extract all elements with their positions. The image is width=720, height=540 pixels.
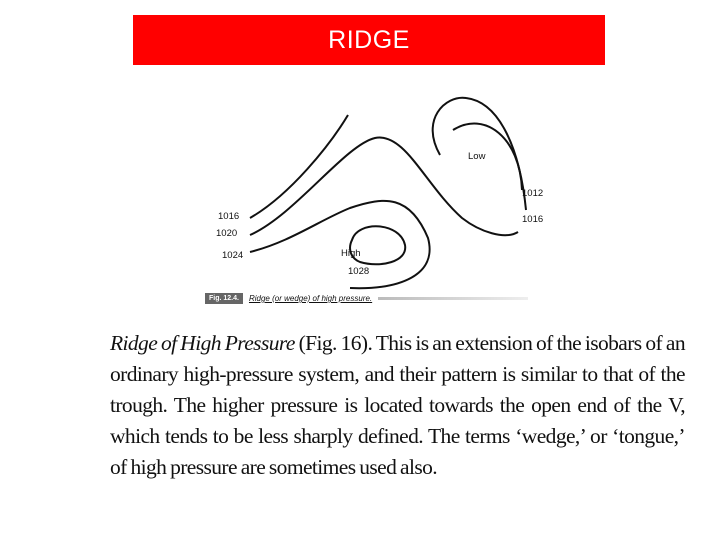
isobar-1012 [453, 124, 522, 190]
isobar-label-1012: 1012 [522, 188, 544, 199]
isobar-label-1016-left: 1016 [218, 211, 240, 222]
ridge-diagram [200, 90, 570, 310]
passage-body: (Fig. 16). This is an extension of the isobars of an ordinary high-pressure system, and their pattern is similar to that of the trough. The higher pressure is located towards the open end of the V, which tends to be less sharply defined. The terms ‘wedge,’ or ‘tongue,’ of high pressure are sometimes used also. [110, 331, 686, 479]
passage-lead: Ridge of High Pressure [110, 331, 295, 355]
ridge-description [110, 328, 685, 483]
isobar-label-1028: 1028 [348, 266, 370, 277]
low-label: Low [468, 151, 486, 162]
isobar-1024 [250, 201, 430, 288]
figure-caption [205, 293, 528, 304]
isobar-label-1016-right: 1016 [522, 214, 544, 225]
slide-title: RIDGE [133, 15, 605, 65]
isobar-lines [200, 90, 570, 310]
caption-faded-rule [378, 297, 528, 300]
isobar-label-1024: 1024 [222, 250, 244, 261]
isobar-label-1020: 1020 [216, 228, 238, 239]
high-label: High [341, 248, 361, 259]
figure-number: Fig. 12.4. [205, 293, 243, 304]
figure-caption-text: Ridge (or wedge) of high pressure. [248, 294, 373, 303]
